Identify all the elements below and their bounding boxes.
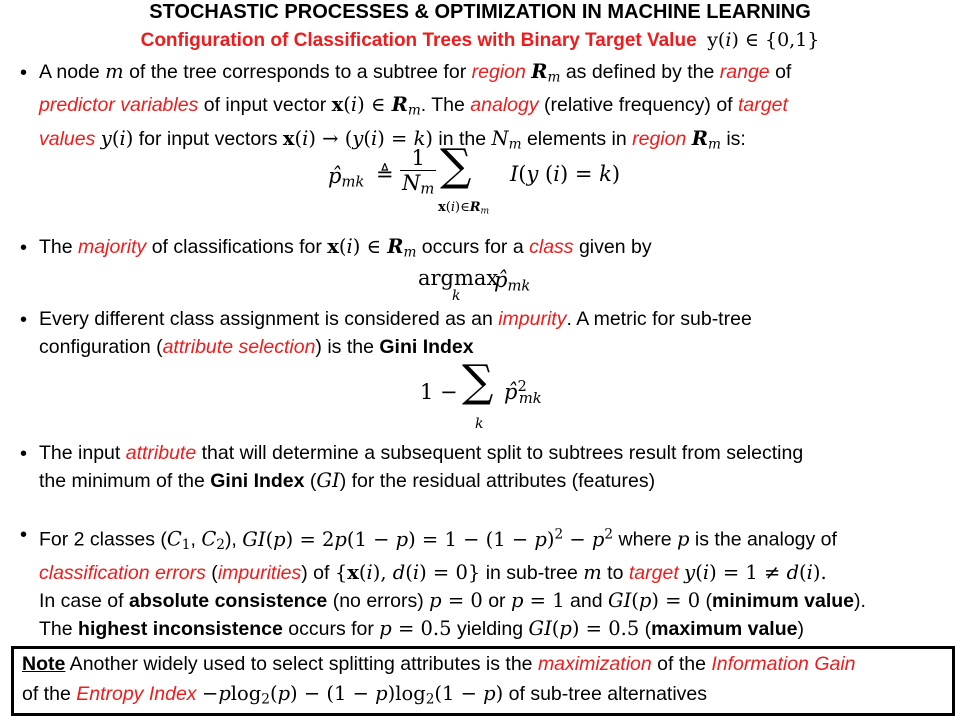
bullet-4-text: The input attribute that will determine a subsequent split to subtrees result from selecting the minimum of the Gini Index (GI) for the residual attributes (features) [39,442,804,492]
formula-argmax: argmax k $p̂_{mk}$ [418,266,531,304]
subtitle-math: y(i) ∈ {0,1} [707,29,820,51]
slide-subtitle [0,29,960,52]
bullet-1-text: A node m of the tree corresponds to a subtree for region $R_m$ as defined by the range of predictor variables of input vector x(i) ∈ $R_m$. The analogy (relative frequency) of target values y(i) for input vectors x(i) → (y(i) = k) in the $N_m$ elements in region $R_m$ is: [39,60,792,153]
note-label: Note [22,653,66,675]
slide-title: STOCHASTIC PROCESSES & OPTIMIZATION IN MACHINE LEARNING [149,1,811,23]
bullet-icon: • [20,62,28,84]
note-box: Note Another widely used to select splitting attributes is the maximization of the Information Gain of the Entropy Index $-plog_2(p) - (1 - p)\log_2(1 - p)$ of sub-tree alternatives [11,646,955,716]
bullet-2-text: The majority of classifications for x(i) ∈ $R_m$ occurs for a class given by [39,235,652,261]
formula-gini: 1 − ∑ k p̂$^2_{mk}$ [420,356,542,432]
bullet-icon: • [20,309,28,331]
subtitle-text: Configuration of Classification Trees with Binary Target Value [140,30,697,51]
bullet-icon: • [20,237,28,259]
formula-p-hat: $p̂_{mk}$ ≜ $\frac{1}{N_m}$ ∑ $x(i)\in R_m$ I(y (i) = k) [328,140,621,217]
bullet-5-text: For 2 classes ($C_1$, $C_2$), $GI(p) = 2p(1 - p) = 1 - (1 - p)^2 - p^2$ where p is the analogy of classification errors (impurities) of {x(i), d(i) = 0} in sub-tree m to target y(i) = 1 ≠ d(i). In case of absolute consistence (no errors) p = 0 or p = 1 and GI(p) = 0 (minimum value). The highest inconsistence occurs for p = 0.5 yielding GI(p) = 0.5 (maximum value) [39,526,866,640]
bullet-3-text: Every different class assignment is considered as an impurity. A metric for sub-tree configuration (attribute selection) is the Gini Index [39,308,752,358]
bullet-icon: • [20,524,28,546]
bullet-icon: • [20,443,28,465]
